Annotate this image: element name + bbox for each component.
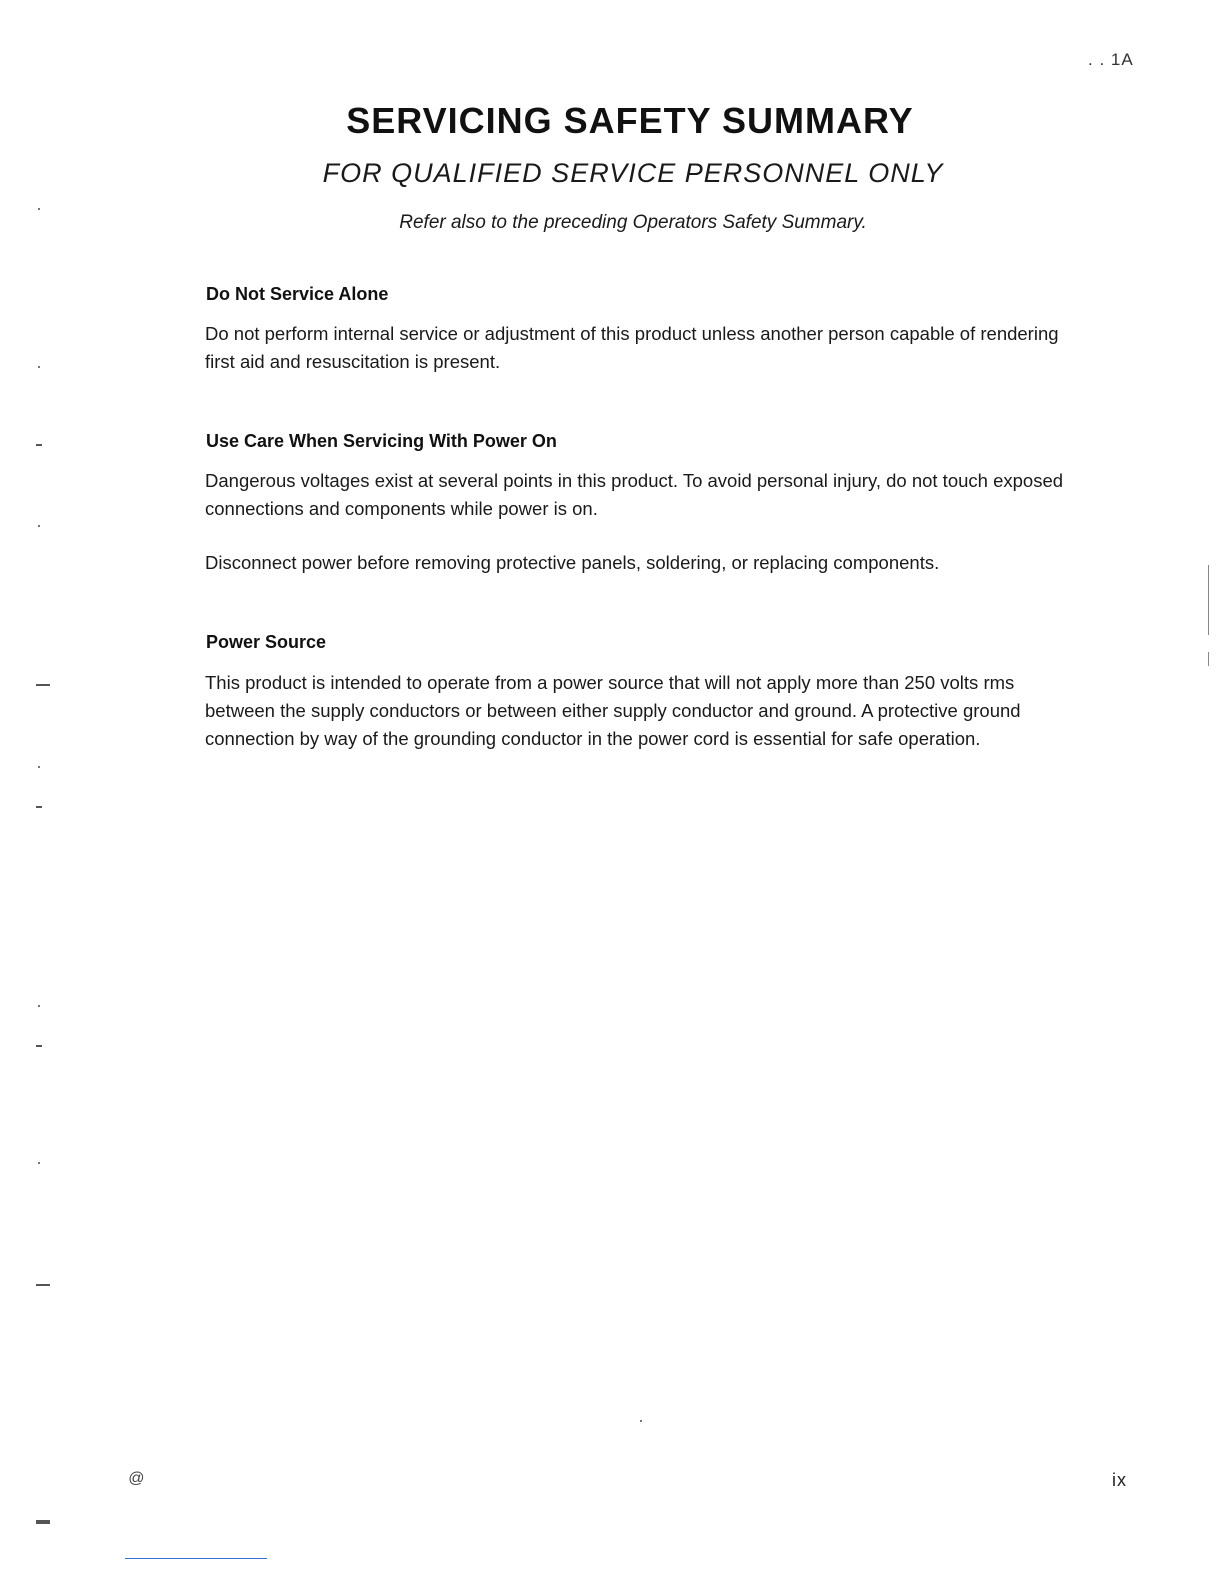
scan-edge-mark bbox=[36, 1045, 42, 1047]
scan-edge-dot bbox=[640, 1420, 642, 1422]
page-corner-label: . . 1A bbox=[1088, 50, 1134, 69]
scan-edge-mark bbox=[36, 684, 50, 686]
section-heading-power-on: Use Care When Servicing With Power On bbox=[206, 431, 557, 451]
scan-rule bbox=[125, 1558, 267, 1559]
scan-right-tick bbox=[1208, 652, 1209, 666]
section-paragraph: Dangerous voltages exist at several points in this product. To avoid personal injury, do not touch exposed connections and components while power is on. bbox=[205, 470, 1064, 519]
section-paragraph: Disconnect power before removing protective panels, soldering, or replacing components. bbox=[205, 552, 940, 573]
scan-edge-dot bbox=[38, 1005, 40, 1007]
page-subtitle: FOR QUALIFIED SERVICE PERSONNEL ONLY bbox=[322, 158, 944, 188]
scan-edge-mark bbox=[36, 1520, 50, 1524]
section-heading-power-source: Power Source bbox=[206, 632, 327, 652]
scan-edge-dot bbox=[38, 208, 40, 210]
page-number: ix bbox=[1112, 1470, 1127, 1490]
scan-right-tick bbox=[1208, 565, 1209, 635]
scan-edge-dot bbox=[38, 1162, 40, 1164]
scan-edge-dot bbox=[38, 525, 40, 527]
section-paragraph: Do not perform internal service or adjustment of this product unless another person capable of rendering first aid and resuscitation is present. bbox=[205, 323, 1059, 372]
scan-edge-mark bbox=[36, 444, 42, 446]
scan-edge-mark bbox=[36, 1284, 50, 1286]
footer-symbol: @ bbox=[128, 1470, 145, 1487]
refer-note: Refer also to the preceding Operators Safety Summary. bbox=[399, 212, 867, 233]
page-title: SERVICING SAFETY SUMMARY bbox=[346, 100, 914, 141]
scan-edge-dot bbox=[38, 366, 40, 368]
section-paragraph: This product is intended to operate from a power source that will not apply more than 250 volts rms between the supply conductors or between either supply conductor and ground. A protective ground connection by way of the grounding conductor in the power cord is essential for safe operation. bbox=[205, 672, 1021, 749]
scan-edge-dot bbox=[38, 766, 40, 768]
section-heading-do-not-service-alone: Do Not Service Alone bbox=[206, 284, 389, 304]
scan-edge-mark bbox=[36, 806, 42, 808]
